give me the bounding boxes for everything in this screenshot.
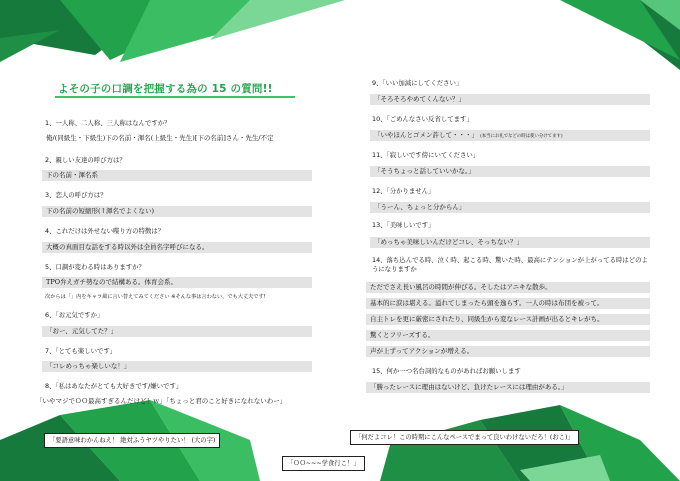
title-underline <box>55 96 295 98</box>
answer-14-line-4: 驚くとフリーズする。 <box>366 330 650 341</box>
page-title: よその子の口調を把握する為の 15 の質問!! <box>58 83 273 95</box>
answer-14-line-2: 基本的に涙は堪える。溢れてしまったら頭を逸らす。一人の時は布団を被って。 <box>366 298 650 309</box>
answer-5: TPO弁えガチ勢なので結構ある。体育会系。 <box>42 277 312 288</box>
question-10: 10、「ごめんなさい反省してます」 <box>372 115 473 123</box>
question-5: 5、口調が変わる時はありますか？ <box>45 263 145 271</box>
answer-4: 大概の真面目な話をする時以外は全員名字呼びになる。 <box>42 242 312 253</box>
question-12: 12、「分かりません」 <box>372 187 435 195</box>
answer-12: 「うーん、ちょっと分からん」 <box>370 202 650 213</box>
question-1: 1、一人称、二人称、三人称はなんですか？ <box>45 119 171 127</box>
answer-14-line-3: 自主トレを更に厳密にされたり、同級生から変なレース計画が出るとキレがち。 <box>366 314 650 325</box>
question-7: 7、「とても楽しいです」 <box>45 347 117 355</box>
instruction-note: 次からは「」内をキャラ風に言い替えてみてください ※そんな事は言わない、でも大丈夫です! <box>45 294 266 300</box>
answer-8: 「いやマジでＯＯ最高すぎるんだけど！ｗ」「ちょっと君のこと好きになれないわー」 <box>36 397 287 405</box>
question-8: 8、「私はあなたがとても大好きです/嫌いです」 <box>45 382 183 390</box>
answer-7: 「コレめっちゃ楽しいな！」 <box>42 361 312 372</box>
answer-6: 「おー、元気してた？」 <box>42 326 312 337</box>
answer-10-text: 「いやほんとゴメン許して・・・」 <box>374 131 478 139</box>
answer-11: 「そうちょっと話していいかな。」 <box>370 166 650 177</box>
quote-bubble-center: 「ＯＯ~~~学食行こ！」 <box>282 456 365 471</box>
answer-10 <box>370 130 650 141</box>
question-15: 15、何か一つ名台詞的なものがあればお願いします <box>372 367 521 375</box>
question-6: 6、「お元気ですか」 <box>45 311 104 319</box>
question-11: 11、「寂しいです傍にいてください」 <box>372 151 480 159</box>
question-2: 2、親しい友達の呼び方は？ <box>45 156 126 164</box>
answer-3: 下の名前の短縮形(↑渾名でよくない) <box>42 206 312 217</box>
question-9: 9、「いい加減にしてください」 <box>372 79 463 87</box>
quote-bubble-right: 「何だよコレ！この時期にこんなペースでまって良いわけないだろ！(おこ)」 <box>350 430 579 445</box>
answer-15: 「勝ったレースに理由はないけど、負けたレースには理由がある。」 <box>366 382 650 393</box>
answer-14-line-5: 声が上ずってアクションが増える。 <box>366 346 650 357</box>
question-14: 14、落ち込んでる時、泣く時、起こる時、驚いた時、最高にテンションが上がってる時はどのようになりますか <box>372 256 648 273</box>
question-13: 13、「美味しいです」 <box>372 221 435 229</box>
quote-bubble-left: 「要語意味わかんねえ！ 絶対ふうヤツやりたい！ (大の字) <box>44 433 220 448</box>
answer-1: 俺/(同級生・下級生)下の名前・渾名(上級生・先生)[下の名前]さん・先生/不定 <box>46 134 274 142</box>
question-4: 4、これだけは外せない喋り方の特徴は？ <box>45 227 165 235</box>
answer-14-line-1: ただでさえ長い風呂の時間が伸びる。そしたはアニキな散歩。 <box>366 282 650 293</box>
question-3: 3、恋人の呼び方は？ <box>45 191 107 199</box>
answer-10-note: (本当にお礼でなどの時は使い分けてます) <box>480 134 563 139</box>
answer-9: 「そろそろやめてくんない？」 <box>370 94 650 105</box>
answer-2: 下の名前・渾名系 <box>42 170 312 181</box>
answer-13: 「めっちゃ美味しいんだけどコレ、そっちない？」 <box>370 237 650 248</box>
